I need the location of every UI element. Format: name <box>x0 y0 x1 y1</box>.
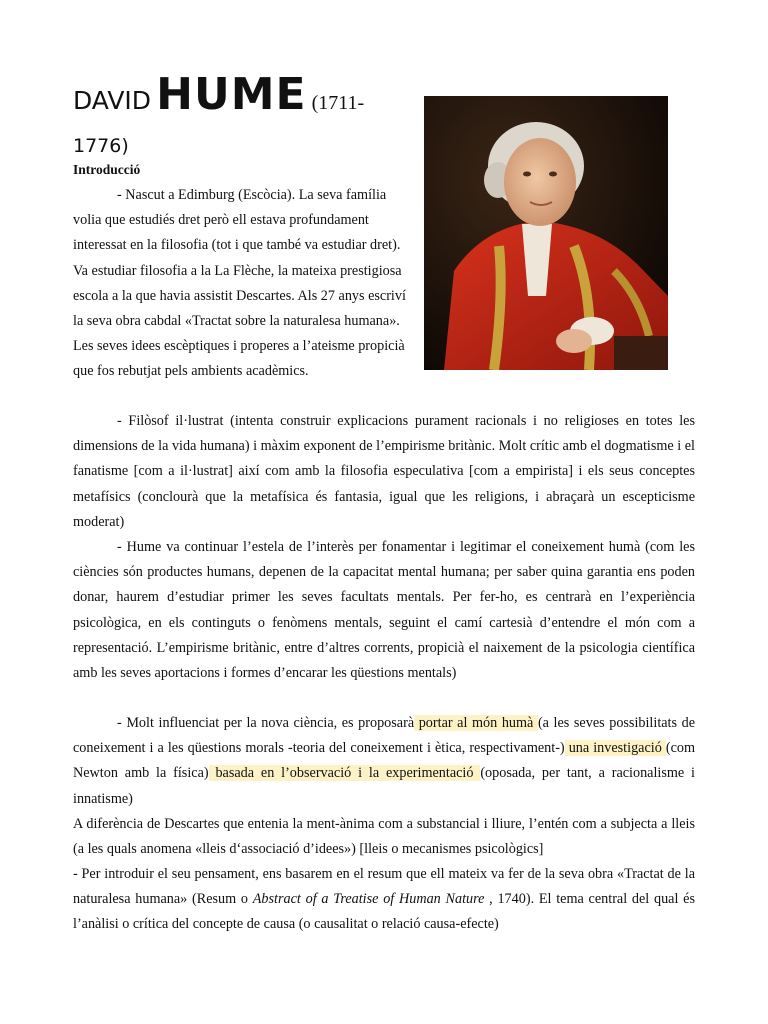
p6-text-c: , 1740). El tema central del qual és l’anàlisi o crítica del concepte de causa (o causalitat o relació causa-efecte) <box>73 891 695 933</box>
portrait-painting <box>424 96 668 370</box>
title-dates-end: 1776) <box>73 135 129 157</box>
p4-text-e: (com Newton amb la física) <box>73 740 695 782</box>
paragraph-birth-text: - Nascut a Edimburg (Escòcia). La seva família volia que estudiés dret però ell estava profundament interessat en la filosofia (tot i que també va estudiar dret). Va estudiar filosofia a la La Flèche, la mateixa prestigiosa escola a la que havia assistit Descartes. Als 27 anys escriví la seva obra cabdal «Tractat sobre la naturalesa humana». Les seves idees escèptiques i properes a l’ateisme propicià que fos rebutjat pels ambients acadèmics. <box>73 187 406 380</box>
portrait-image <box>424 96 668 370</box>
p4-highlight-3: basada en l’observació i la experimentació <box>208 765 481 782</box>
title-dates-start: (1711- <box>311 92 365 114</box>
title-first-name: DAVID <box>73 86 152 115</box>
p4-text-g: (oposada, per tant, a racionalisme i innatisme) <box>73 765 695 807</box>
document-title <box>73 70 413 161</box>
p4-highlight-1: portar al món humà <box>414 715 538 731</box>
paragraph-abstract <box>73 862 695 938</box>
p6-book-title: Abstract of a Treatise of Human Nature <box>252 891 485 908</box>
paragraph-science <box>73 711 695 812</box>
paragraph-descartes: A diferència de Descartes que entenia la ment-ànima com a substancial i lliure, l’entén com a subjecta a lleis (a les quals anomena «lleis d‘associació d’idees») [lleis o mecanismes psicològics] <box>73 816 695 858</box>
paragraph-knowledge-text: - Hume va continuar l’estela de l’interès per fonamentar i legitimar el coneixement humà (com les ciències són productes humans, depenen de la capacitat mental humana; per saber quina garantia ens poden donar, haurem d’estudiar primer les seves facultats mentals. Per fer-ho, es centrarà en l’experiència psicològica, en els continguts o fenòmens mentals, seguint el camí cartesià d’entendre el món com a representació. L’empirisme britànic, entre d’altres corrents, propicià el naixement de la psicologia científica amb les seves aportacions i formes d’encarar les qüestions mentals) <box>73 539 695 682</box>
section-heading: Introducció <box>73 162 141 177</box>
title-last-name: HUME <box>156 69 307 120</box>
p6-text-a: - Per introduir el seu pensament, ens basarem en el resum que ell mateix va fer de la seva obra «Tractat de la naturalesa humana» (Resum o <box>73 866 695 908</box>
p4-highlight-2: una investigació <box>564 740 666 757</box>
paragraph-knowledge <box>73 535 695 686</box>
p4-text-c: (a les seves possibilitats de coneixement i a les qüestions morals -teoria del coneixement i ètica, respectivament-) <box>73 715 695 757</box>
paragraph-birth <box>73 183 413 385</box>
paragraph-enlightenment-text: - Filòsof il·lustrat (intenta construir explicacions purament racionals i no religioses en totes les dimensions de la vida humana) i màxim exponent de l’empirisme britànic. Molt crític amb el dogmatisme i el fanatisme [com a il·lustrat] així com amb la filosofia especulativa [com a empirista] i els seus conceptes metafísics (conclourà que la metafísica és fantasia, igual que les religions, i abraçarà un escepticisme moderat) <box>73 413 695 530</box>
paragraph-enlightenment <box>73 409 695 535</box>
p4-text-a: - Molt influenciat per la nova ciència, es proposarà <box>117 715 415 731</box>
